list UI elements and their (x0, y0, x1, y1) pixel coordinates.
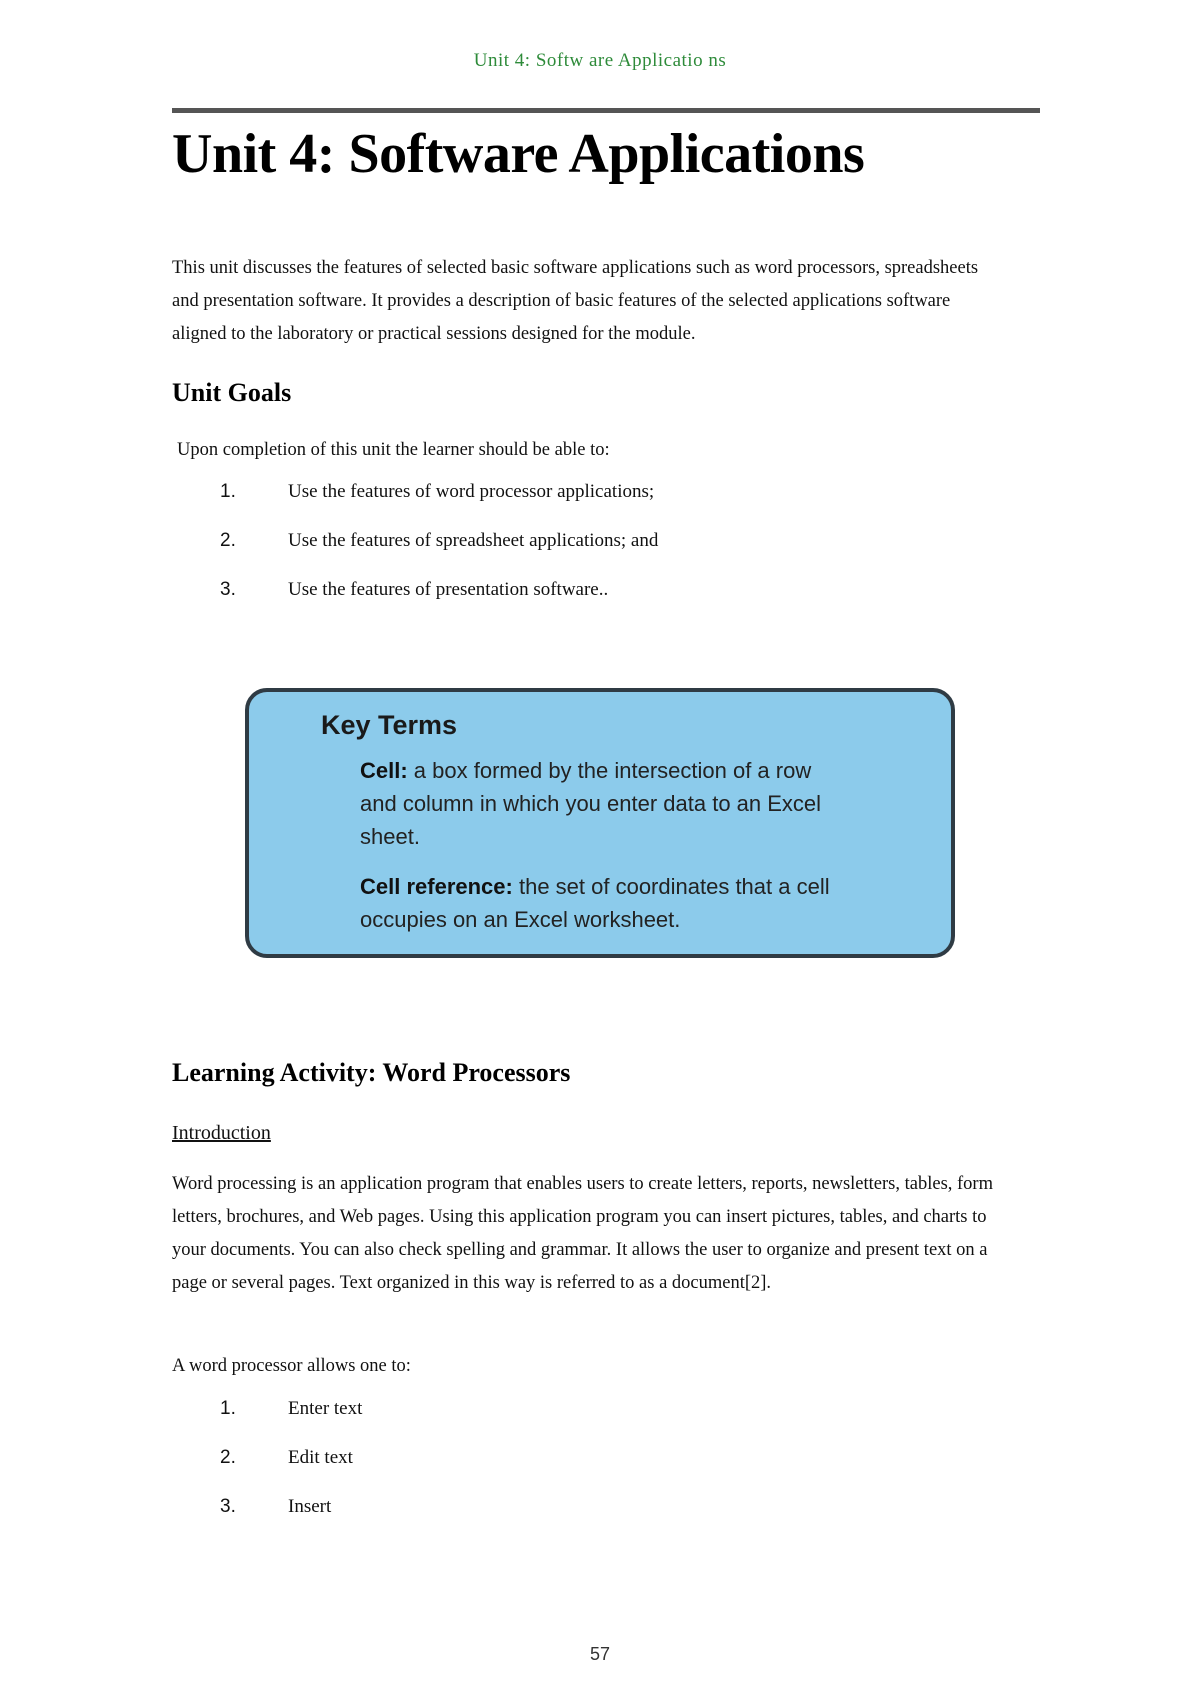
key-terms-box (245, 688, 955, 958)
page-number: 57 (589, 1644, 611, 1664)
list-item-number: 3. (220, 579, 236, 600)
list-item-text: Edit text (288, 1447, 353, 1468)
list-item-text: Enter text (288, 1398, 363, 1419)
key-term-label: Cell: (360, 758, 408, 783)
list-item-text: Use the features of word processor applications; (288, 481, 655, 502)
list-item-text: Insert (288, 1496, 332, 1517)
running-header: Unit 4: Softw are Applicatio ns (473, 50, 727, 71)
key-term-label: Cell reference: (360, 874, 513, 899)
key-term-cell-reference (360, 870, 850, 936)
list-item-number: 1. (220, 481, 236, 502)
learning-activity-heading: Learning Activity: Word Processors (172, 1058, 571, 1087)
list-item-number: 2. (220, 530, 236, 551)
unit-intro-paragraph: This unit discusses the features of selected basic software applications such as word processors, spreadsheets and presentation software. It provides a description of basic features of the selected applications software aligned to the laboratory or practical sessions designed for the module. (172, 258, 979, 344)
list-item-number: 3. (220, 1496, 236, 1517)
key-term-cell (360, 754, 850, 853)
word-processor-list-lead: A word processor allows one to: (172, 1356, 411, 1376)
unit-goals-heading: Unit Goals (172, 378, 292, 407)
header-rule (172, 108, 1040, 113)
key-term-definition: a box formed by the intersection of a row and column in which you enter data to an Excel sheet. (360, 758, 822, 849)
list-item-number: 1. (220, 1398, 236, 1419)
key-terms-heading: Key Terms (321, 710, 458, 740)
list-item-text: Use the features of presentation software.. (288, 579, 609, 600)
unit-goals-lead: Upon completion of this unit the learner should be able to: (177, 440, 610, 460)
word-processing-paragraph: Word processing is an application program that enables users to create letters, reports, newsletters, tables, form letters, brochures, and Web pages. Using this application program you can insert pictures, tables, and charts to your documents. You can also check spelling and grammar. It allows the user to organize and present text on a page or several pages. Text organized in this way is referred to as a document[2]. (172, 1174, 993, 1293)
introduction-subheading: Introduction (172, 1122, 271, 1144)
unit-title: Unit 4: Software Applications (172, 123, 865, 185)
key-term-definition: the set of coordinates that a cell occupies on an Excel worksheet. (360, 874, 830, 932)
list-item-text: Use the features of spreadsheet applications; and (288, 530, 659, 551)
list-item-number: 2. (220, 1447, 236, 1468)
